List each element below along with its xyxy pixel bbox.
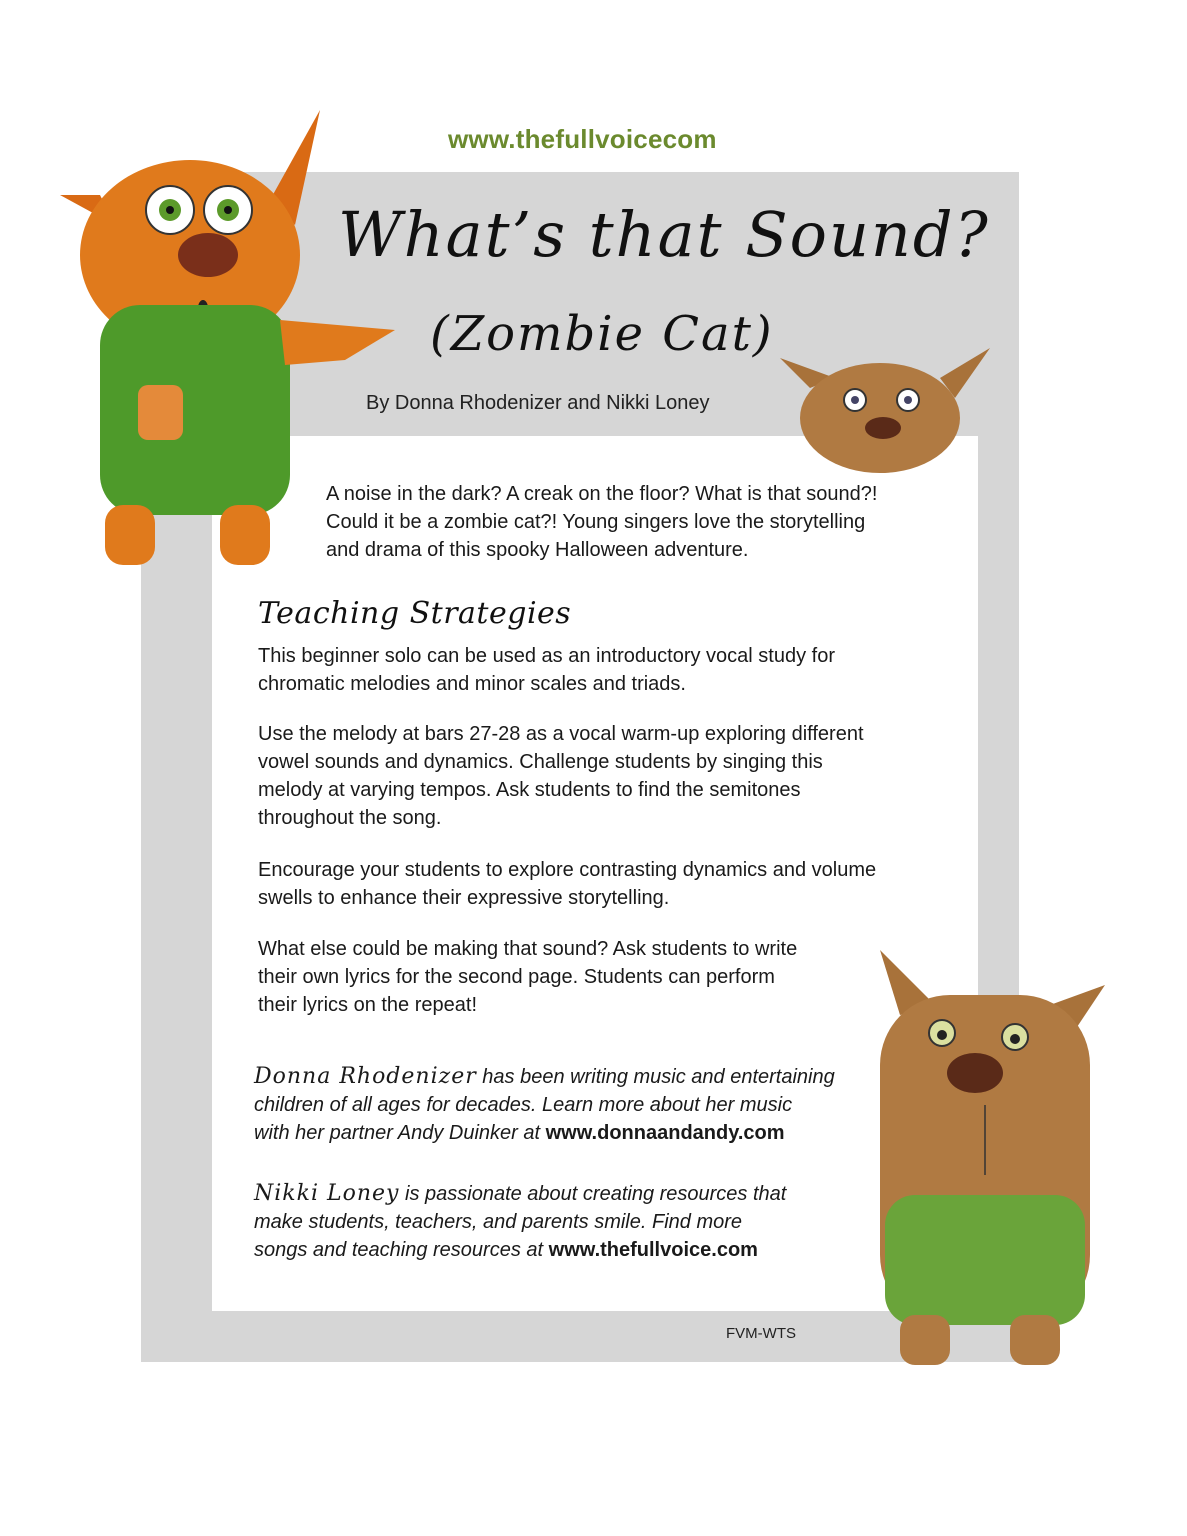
strategy-paragraph-1	[258, 642, 958, 698]
teaching-strategies-heading: Teaching Strategies	[258, 596, 572, 631]
page-subtitle: (Zombie Cat)	[430, 306, 774, 362]
paragraph-line: their lyrics on the repeat!	[258, 994, 477, 1016]
donna-name: Donna Rhodenizer	[254, 1064, 477, 1089]
paragraph-line: Use the melody at bars 27-28 as a vocal warm-up exploring different	[258, 723, 864, 745]
paragraph-line: This beginner solo can be used as an introductory vocal study for	[258, 645, 835, 667]
paragraph-line: Encourage your students to explore contrasting dynamics and volume	[258, 859, 877, 881]
website-header[interactable]: www.thefullvoicecom	[448, 124, 717, 154]
intro-line: and drama of this spooky Halloween adventure.	[326, 539, 749, 561]
paragraph-line: swells to enhance their expressive storytelling.	[258, 887, 670, 909]
paragraph-line: melody at varying tempos. Ask students to find the semitones	[258, 779, 801, 801]
page-title: What’s that Sound?	[338, 198, 990, 271]
donna-bio	[254, 1063, 874, 1147]
bio-text: with her partner Andy Duinker at	[254, 1122, 546, 1144]
paragraph-line: their own lyrics for the second page. Students can perform	[258, 966, 775, 988]
donna-website-link[interactable]: www.donnaandandy.com	[545, 1122, 785, 1144]
product-code: FVM-WTS	[726, 1325, 796, 1342]
paragraph-line: throughout the song.	[258, 807, 442, 829]
intro-line: A noise in the dark? A creak on the floor? What is that sound?!	[326, 483, 878, 505]
strategy-paragraph-3	[258, 856, 958, 912]
paragraph-line: What else could be making that sound? Ask students to write	[258, 938, 798, 960]
bio-text: has been writing music and entertaining	[476, 1066, 835, 1088]
nikki-website-link[interactable]: www.thefullvoice.com	[548, 1239, 758, 1261]
peeking-cat-illustration	[780, 338, 1000, 438]
byline: By Donna Rhodenizer and Nikki Loney	[366, 392, 710, 414]
nikki-bio	[254, 1180, 874, 1264]
bio-text: is passionate about creating resources that	[399, 1183, 787, 1205]
nikki-name: Nikki Loney	[254, 1181, 400, 1206]
bio-text: songs and teaching resources at	[254, 1239, 549, 1261]
paragraph-line: chromatic melodies and minor scales and triads.	[258, 673, 686, 695]
strategy-paragraph-4	[258, 935, 958, 1019]
intro-line: Could it be a zombie cat?! Young singers love the storytelling	[326, 511, 866, 533]
paragraph-line: vowel sounds and dynamics. Challenge students by singing this	[258, 751, 823, 773]
intro-paragraph	[326, 480, 946, 564]
bio-text: children of all ages for decades. Learn more about her music	[254, 1094, 793, 1116]
strategy-paragraph-2	[258, 720, 958, 832]
bio-text: make students, teachers, and parents smile. Find more	[254, 1211, 743, 1233]
